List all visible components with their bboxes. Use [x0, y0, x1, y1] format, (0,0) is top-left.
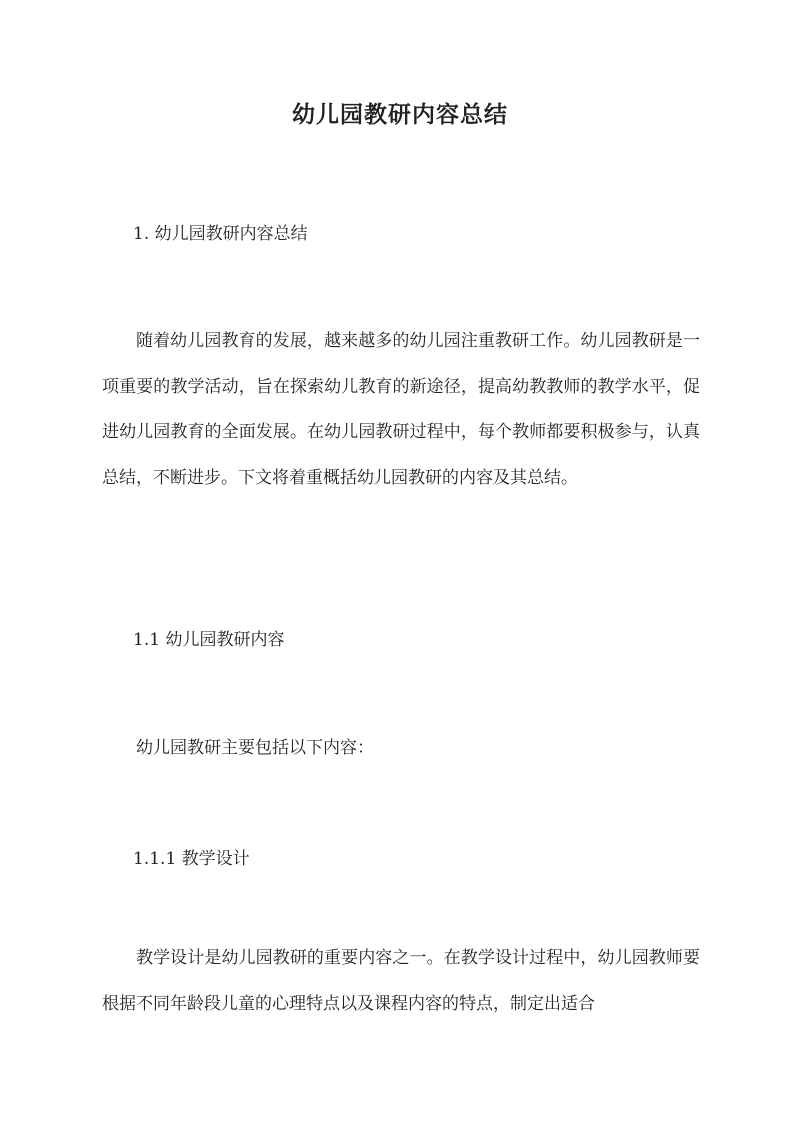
section-1-heading: 1. 幼儿园教研内容总结: [133, 224, 308, 244]
section-1-1-1-paragraph: 教学设计是幼儿园教研的重要内容之一。在教学设计过程中，幼儿园教师要根据不同年龄段儿童的心理特点以及课程内容的特点，制定出适合: [102, 948, 700, 1014]
section-1-1-heading: 1.1 幼儿园教研内容: [133, 630, 285, 650]
document-title: 幼儿园教研内容总结: [292, 101, 508, 128]
section-1-1-1-heading: 1.1.1 教学设计: [133, 849, 250, 869]
intro-paragraph: 随着幼儿园教育的发展，越来越多的幼儿园注重教研工作。幼儿园教研是一项重要的教学活动，旨在探索幼儿教育的新途径，提高幼教教师的教学水平，促进幼儿园教育的全面发展。在幼儿园教研过程中，每个教师都要积极参与，认真总结，不断进步。下文将着重概括幼儿园教研的内容及其总结。: [102, 331, 700, 488]
section-1-1-paragraph: 幼儿园教研主要包括以下内容：: [136, 738, 374, 758]
